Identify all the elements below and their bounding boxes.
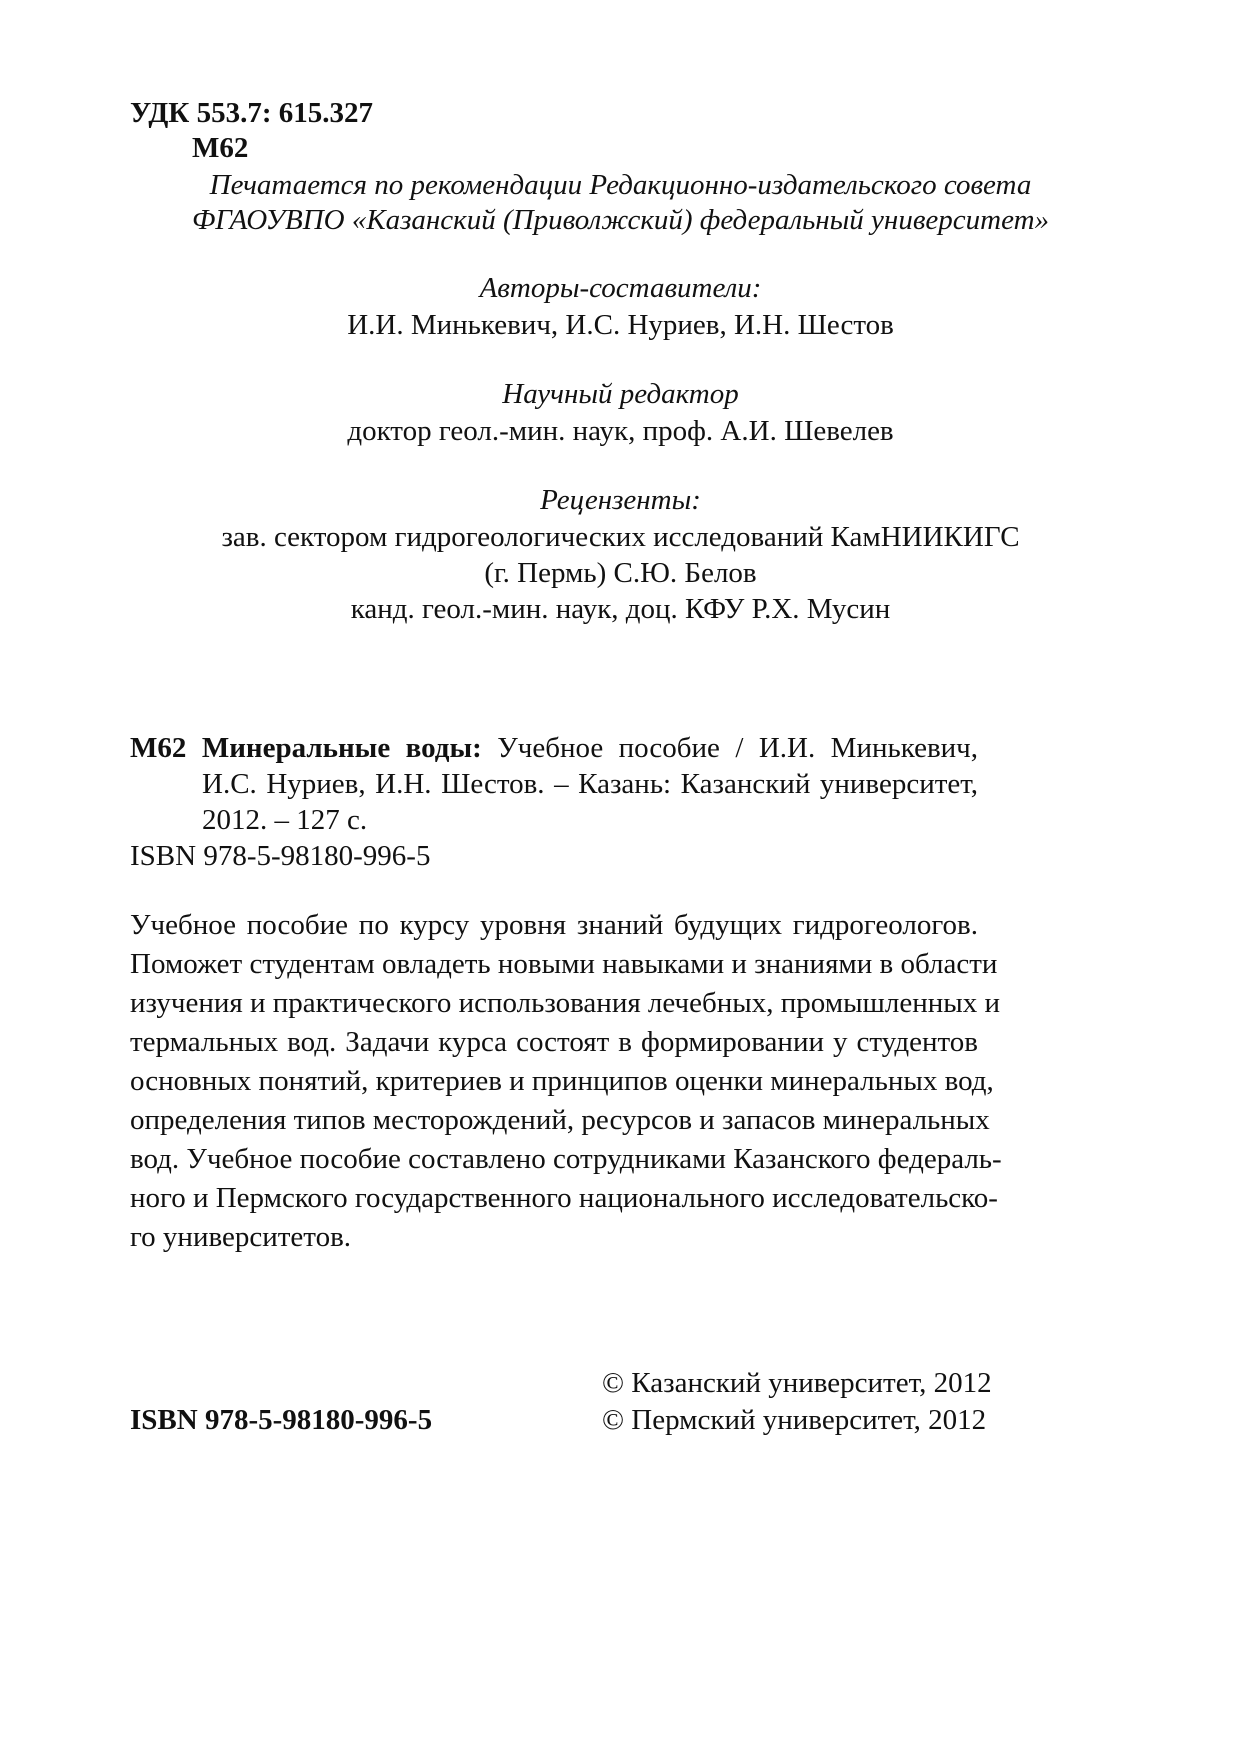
abstract-line: го университетов.	[130, 1221, 352, 1253]
abstract-line: определения типов месторождений, ресурсов и запасов минеральных	[130, 1104, 990, 1136]
authors-label: Авторы-составители:	[479, 272, 762, 304]
bibliographic-line1	[130, 731, 978, 765]
reviewer-line1: зав. сектором гидрогеологических исследований КамНИИКИГС	[221, 521, 1020, 553]
publication-note-line2: ФГАОУВПО «Казанский (Приволжский) федеральный университет»	[191, 204, 1050, 236]
bibliographic-title: Минеральные воды:	[201, 732, 482, 764]
reviewers-label: Рецензенты:	[540, 484, 701, 516]
abstract-line: Поможет студентам овладеть новыми навыками и знаниями в области	[130, 948, 998, 980]
editor-name: доктор геол.-мин. наук, проф. А.И. Шевелев	[347, 415, 894, 447]
bibliographic-isbn: ISBN 978-5-98180-996-5	[130, 840, 431, 872]
reviewer-line3: канд. геол.-мин. наук, доц. КФУ Р.Х. Мусин	[350, 593, 891, 625]
copyright-kazan: © Казанский университет, 2012	[602, 1367, 992, 1399]
abstract-line: изучения и практического использования лечебных, промышленных и	[130, 987, 1001, 1019]
authors-names: И.И. Минькевич, И.С. Нуриев, И.Н. Шестов	[347, 309, 894, 341]
reviewer-line2: (г. Пермь) С.Ю. Белов	[484, 557, 757, 589]
bibliographic-line1-rest: Учебное пособие / И.И. Минькевич,	[497, 732, 979, 764]
abstract-line: ного и Пермского государственного национального исследовательско-	[130, 1182, 998, 1214]
abstract-line: основных понятий, критериев и принципов оценки минеральных вод,	[130, 1065, 994, 1097]
publication-note-line1: Печатается по рекомендации Редакционно-издательского совета	[209, 169, 1032, 201]
abstract-line: вод. Учебное пособие составлено сотрудниками Казанского федераль-	[130, 1143, 1002, 1175]
bibliographic-mark: М62	[130, 732, 187, 764]
copyright-perm: © Пермский университет, 2012	[602, 1404, 987, 1436]
abstract-line: Учебное пособие по курсу уровня знаний будущих гидрогеологов.	[130, 909, 978, 941]
editor-label: Научный редактор	[502, 378, 739, 410]
abstract	[130, 906, 1002, 1257]
abstract-line: термальных вод. Задачи курса состоят в формировании у студентов	[130, 1026, 978, 1058]
bibliographic-line2: И.С. Нуриев, И.Н. Шестов. – Казань: Казанский университет,	[202, 768, 978, 800]
author-mark: М62	[192, 132, 249, 164]
udk-code: УДК 553.7: 615.327	[130, 97, 373, 129]
footer-isbn: ISBN 978-5-98180-996-5	[130, 1404, 433, 1436]
bibliographic-line3: 2012. – 127 с.	[202, 804, 368, 836]
